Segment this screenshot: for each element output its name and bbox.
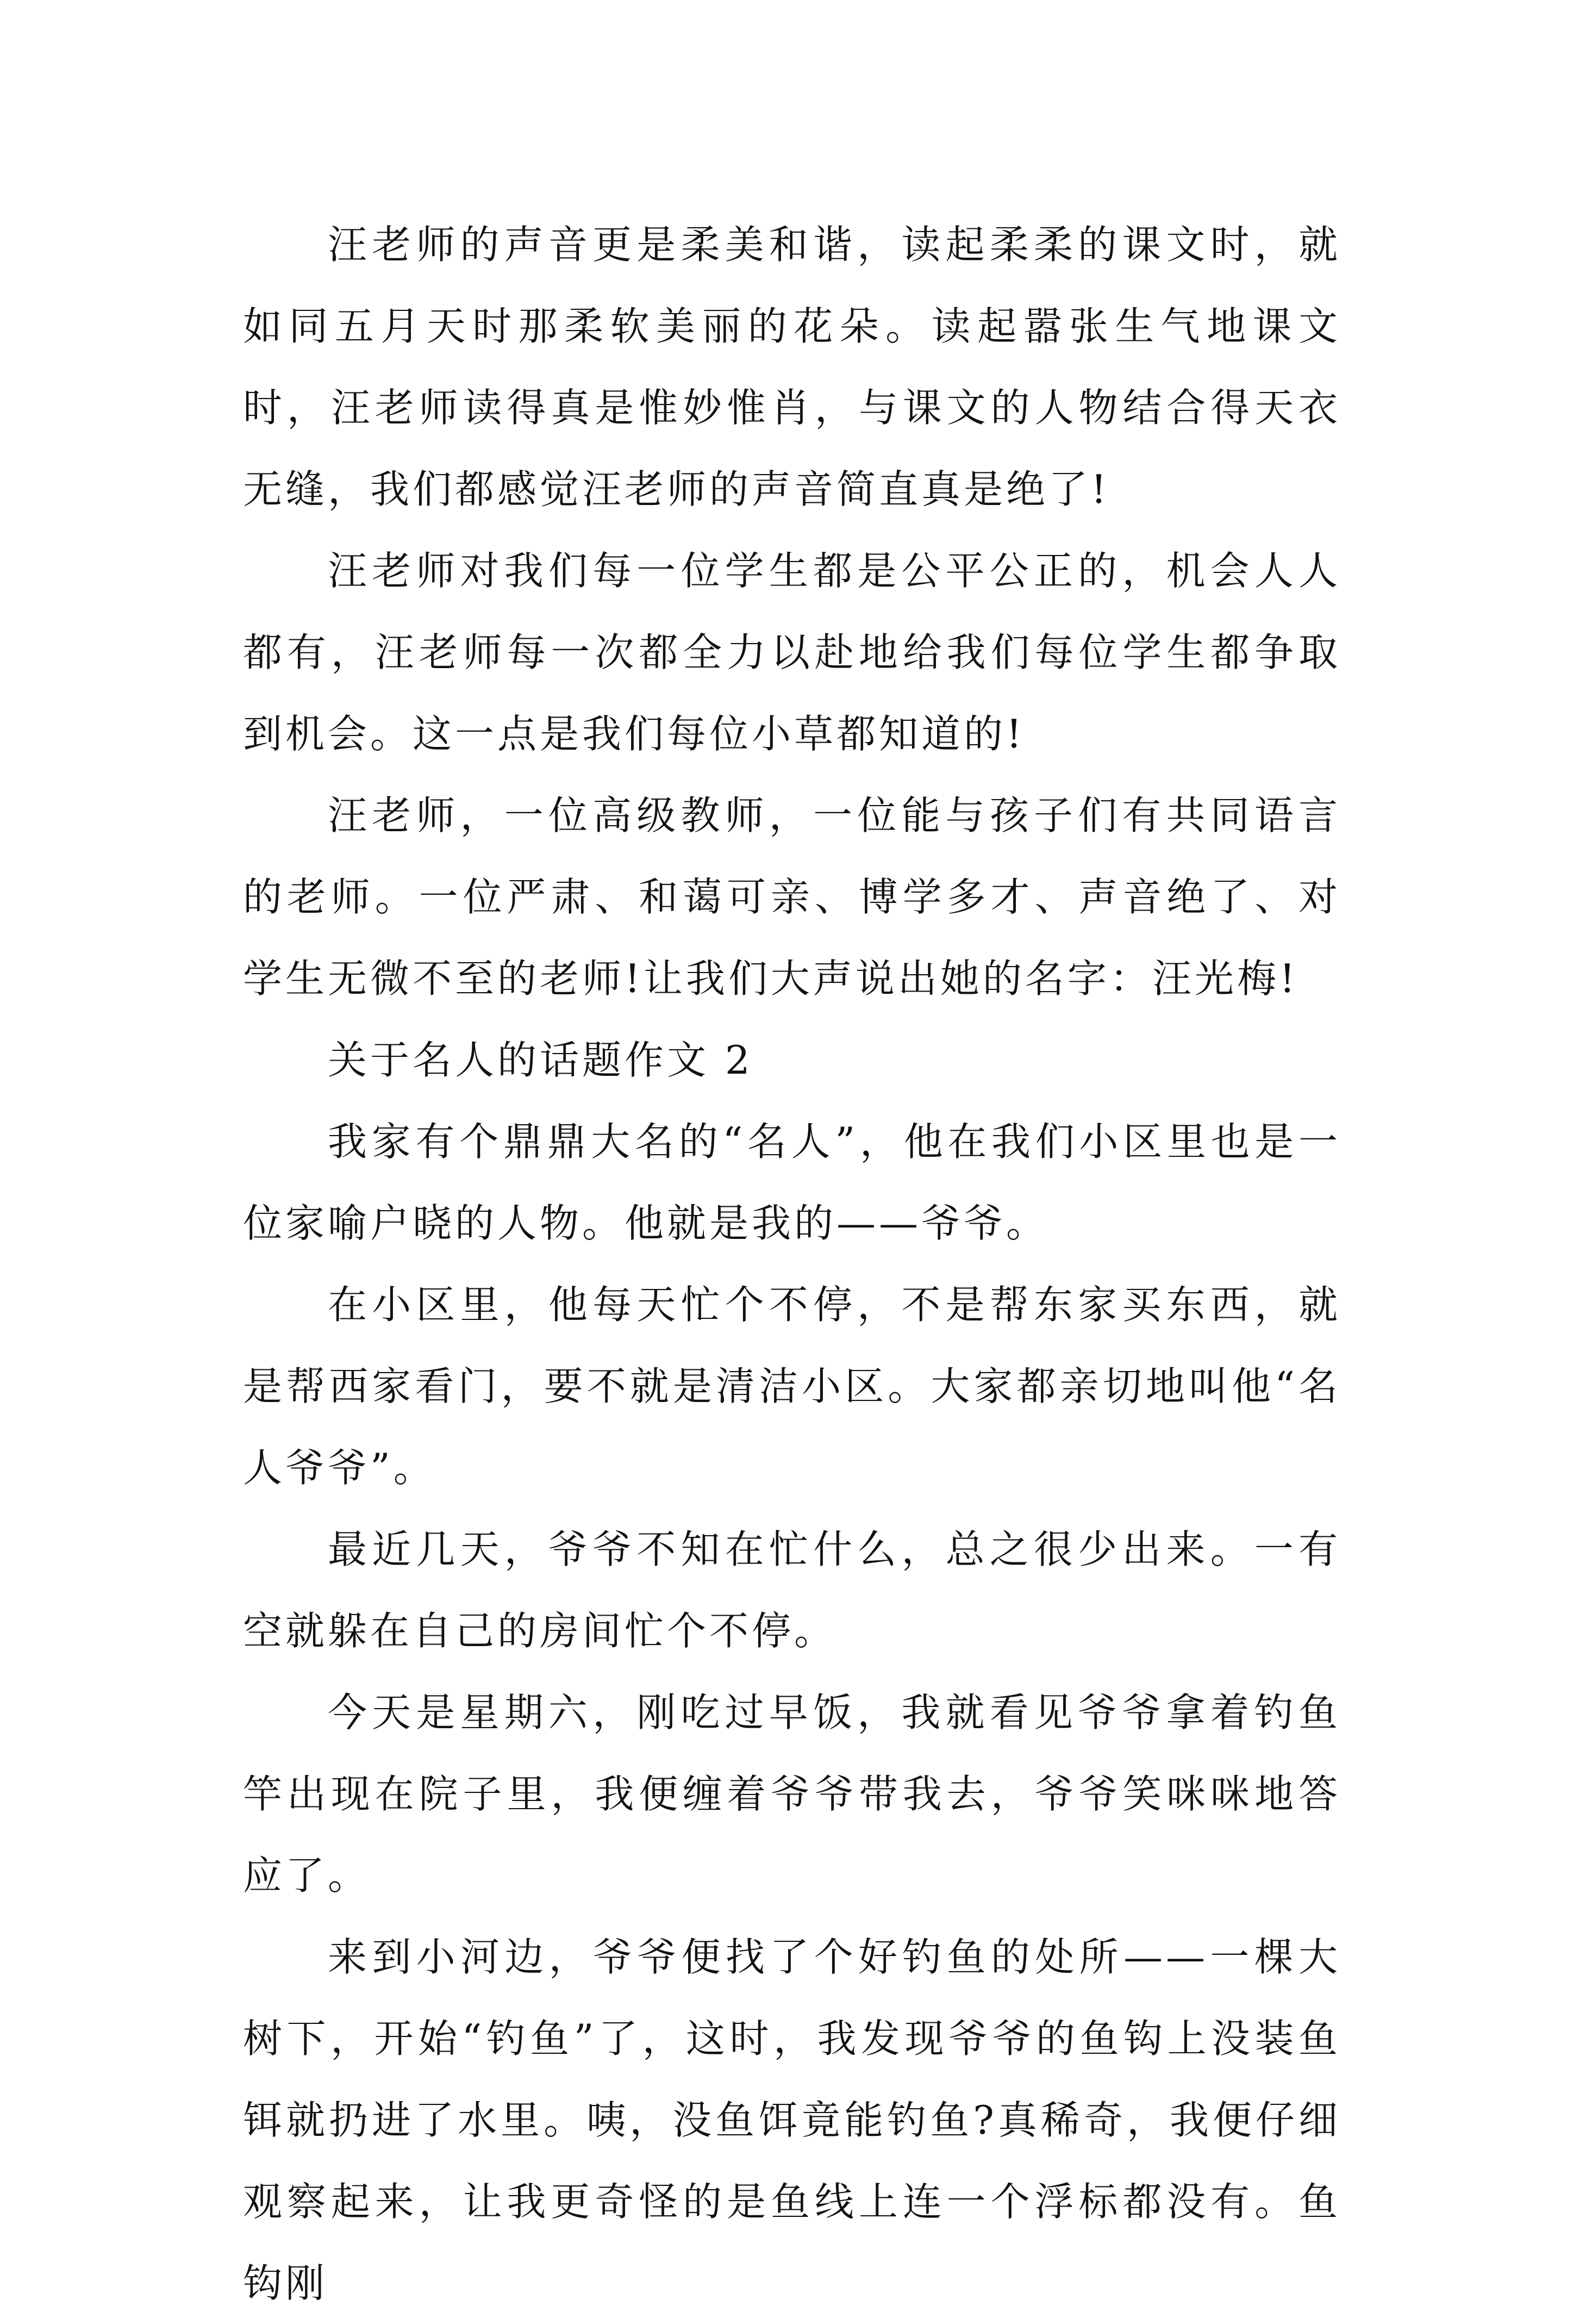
document-body <box>243 204 1341 2324</box>
paragraph-grandpa-intro: 我家有个鼎鼎大名的“名人”，他在我们小区里也是一位家喻户晓的人物。他就是我的——爷爷。 <box>243 1119 1341 1246</box>
section-title: 关于名人的话题作文 2 <box>328 1037 753 1083</box>
paragraph-grandpa-community: 在小区里，他每天忙个不停，不是帮东家买东西，就是帮西家看门，要不就是清洁小区。大家都亲切地叫他“名人爷爷”。 <box>243 1282 1341 1491</box>
paragraph-fishing: 来到小河边，爷爷便找了个好钓鱼的处所——一棵大树下，开始“钓鱼”了，这时，我发现爷爷的鱼钩上没装鱼铒就扔进了水里。咦，没鱼饵竟能钓鱼?真稀奇，我便仔细观察起来，让我更奇怪的是鱼线上连一个浮标都没有。鱼钩刚 <box>243 1934 1341 2306</box>
paragraph-grandpa-busy: 最近几天，爷爷不知在忙什么，总之很少出来。一有空就躲在自己的房间忙个不停。 <box>243 1527 1341 1654</box>
paragraph-teacher-fairness: 汪老师对我们每一位学生都是公平公正的，机会人人都有，汪老师每一次都全力以赴地给我们每位学生都争取到机会。这一点是我们每位小草都知道的! <box>243 548 1341 757</box>
paragraph-saturday: 今天是星期六，刚吃过早饭，我就看见爷爷拿着钓鱼竿出现在院子里，我便缠着爷爷带我去，爷爷笑咪咪地答应了。 <box>243 1690 1341 1898</box>
paragraph-teacher-summary: 汪老师，一位高级教师，一位能与孩子们有共同语言的老师。一位严肃、和蔼可亲、博学多才、声音绝了、对学生无微不至的老师!让我们大声说出她的名字：汪光梅! <box>243 793 1341 1001</box>
paragraph-teacher-voice: 汪老师的声音更是柔美和谐，读起柔柔的课文时，就如同五月天时那柔软美丽的花朵。读起嚣张生气地课文时，汪老师读得真是惟妙惟肖，与课文的人物结合得天衣无缝，我们都感觉汪老师的声音简直真是绝了! <box>243 222 1341 512</box>
